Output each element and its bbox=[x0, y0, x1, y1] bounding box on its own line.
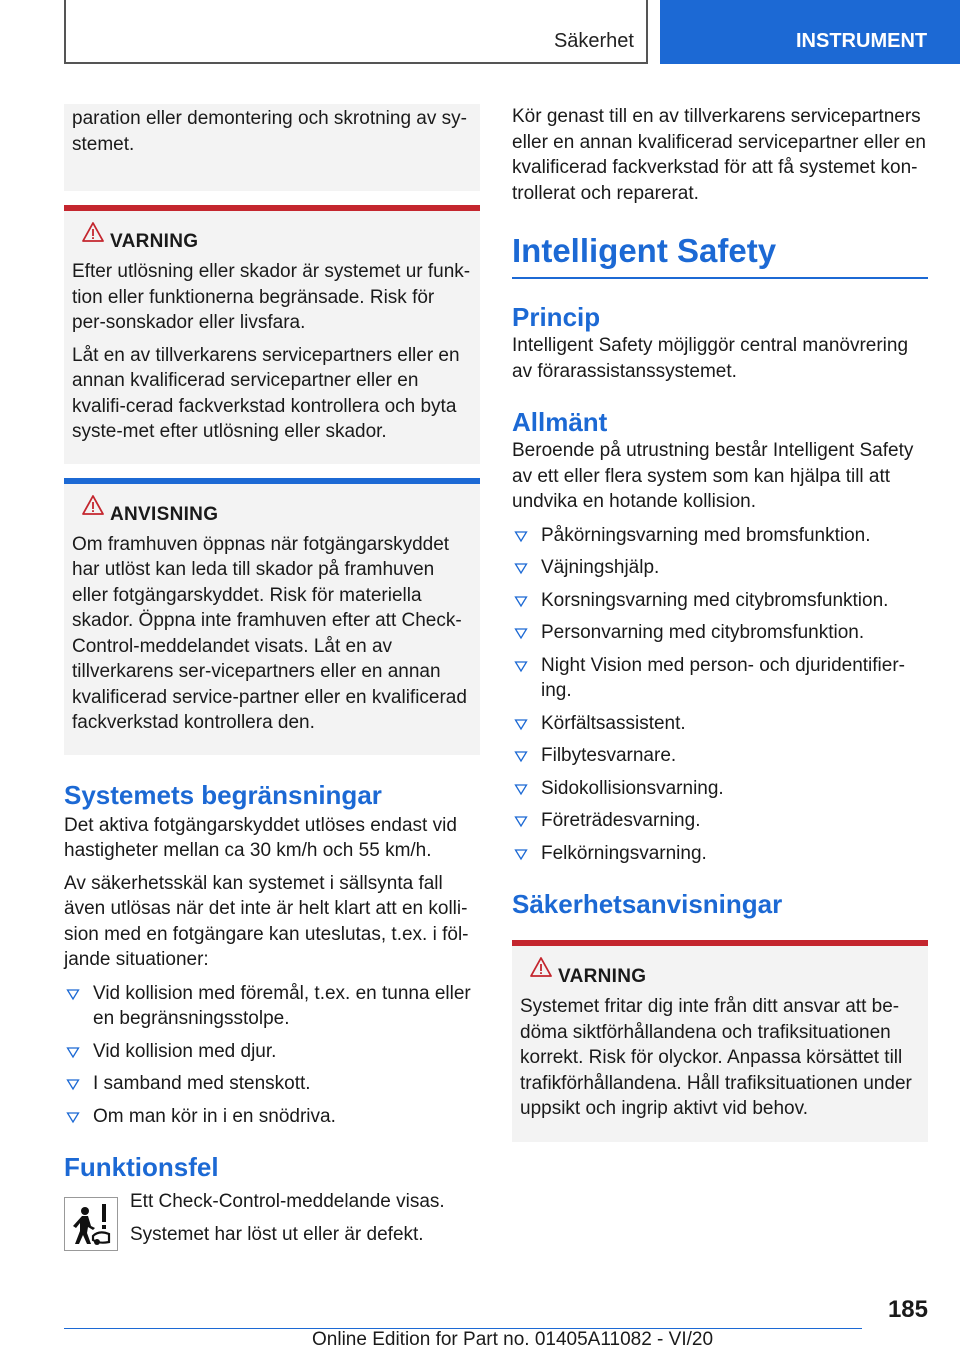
bullet-triangle-icon bbox=[514, 589, 528, 611]
warning-triangle-icon bbox=[82, 221, 104, 243]
bullet-triangle-icon bbox=[66, 1040, 80, 1062]
list-item: I samband med stenskott. bbox=[64, 1071, 480, 1097]
header-section-tab bbox=[64, 0, 648, 64]
list-item: Korsningsvarning med citybromsfunktion. bbox=[512, 588, 928, 614]
fault-block bbox=[64, 1189, 480, 1247]
pedestrian-warning-icon bbox=[64, 1197, 118, 1251]
warning-text-2: Låt en av tillverkarens servicepartners eller en annan kvalificerad servicepartner eller en kvalifi-cerad fackverkstad kontrollera och byta syste-met efter utlösning eller skador. bbox=[72, 344, 460, 442]
bullet-triangle-icon bbox=[514, 809, 528, 831]
list-item: Night Vision med person- och djuridentifier-ing. bbox=[512, 653, 928, 704]
safety-warning-text: Systemet fritar dig inte från ditt ansvar att be-döma siktförhållandena och trafiksituationen korrekt. Risk för olyckor. Anpassa körsättet till trafikförhållandena. Håll trafiksituationen under uppsikt och ingrip aktivt vid behov. bbox=[520, 996, 912, 1119]
list-item: Personvarning med citybromsfunktion. bbox=[512, 620, 928, 646]
principle-heading: Princip bbox=[512, 302, 601, 332]
warning-triangle-icon bbox=[530, 956, 552, 978]
general-heading: Allmänt bbox=[512, 407, 608, 437]
systems-list bbox=[512, 523, 928, 867]
list-item: Företrädesvarning. bbox=[512, 808, 928, 834]
principle-text: Intelligent Safety möjliggör central manövrering av förarassistanssystemet. bbox=[512, 335, 909, 382]
limits-text-2: Av säkerhetsskäl kan systemet i sällsynta fall även utlösas när det inte är helt klart att en kolli-sion med en fotgängare kan uteslutas, t.ex. i föl-jande situationer: bbox=[64, 872, 469, 970]
continued-box bbox=[64, 104, 480, 191]
list-item: Filbytesvarnare. bbox=[512, 743, 928, 769]
warning-text-1: Efter utlösning eller skador är systemet ur funk-tion eller funktionerna begränsade. Risk för per-sonskador eller livsfara. bbox=[72, 261, 471, 333]
bullet-triangle-icon bbox=[514, 842, 528, 864]
list-item: Sidokollisionsvarning. bbox=[512, 776, 928, 802]
notice-text: Om framhuven öppnas när fotgängarskyddet har utlöst kan leda till skador på framhuven eller fotgängarskyddet. Risk för materiella skador. Öppna inte framhuven efter att Check-Control-meddelandet visats. Låt en av tillverkarens ser-vicepartners eller en annan kvalificerad service-partner eller en kvalificerad fackverkstad kontrollera den. bbox=[72, 533, 467, 733]
bullet-triangle-icon bbox=[514, 556, 528, 578]
bullet-triangle-icon bbox=[66, 982, 80, 1004]
bullet-triangle-icon bbox=[66, 1105, 80, 1127]
continued-text: paration eller demontering och skrotning av sy-stemet. bbox=[72, 108, 467, 155]
list-item: Om man kör in i en snödriva. bbox=[64, 1104, 480, 1130]
footer-edition-text: Online Edition for Part no. 01405A11082 - VI/20 bbox=[312, 1329, 714, 1350]
header-chapter-tab bbox=[660, 0, 960, 64]
safety-warning-box bbox=[512, 940, 928, 1142]
list-item: Påkörningsvarning med bromsfunktion. bbox=[512, 523, 928, 549]
list-item: Väjningshjälp. bbox=[512, 555, 928, 581]
list-item: Körfältsassistent. bbox=[512, 711, 928, 737]
left-column bbox=[64, 104, 480, 1247]
header-chapter-label: INSTRUMENT bbox=[796, 30, 928, 52]
bullet-triangle-icon bbox=[514, 777, 528, 799]
bullet-triangle-icon bbox=[514, 712, 528, 734]
warning-box bbox=[64, 205, 480, 464]
list-item: Vid kollision med föremål, t.ex. en tunna eller en begränsningsstolpe. bbox=[64, 981, 480, 1032]
limits-text-1: Det aktiva fotgängarskyddet utlöses endast vid hastigheter mellan ca 30 km/h och 55 km/h. bbox=[64, 814, 457, 861]
bullet-triangle-icon bbox=[66, 1072, 80, 1094]
right-column bbox=[512, 104, 928, 1142]
fault-text-1: Ett Check-Control-meddelande visas. bbox=[130, 1191, 445, 1212]
list-item: Vid kollision med djur. bbox=[64, 1039, 480, 1065]
notice-box bbox=[64, 478, 480, 755]
general-text: Beroende på utrustning består Intelligent Safety av ett eller flera system som kan hjälpa till att undvika en hotande kollision. bbox=[512, 440, 914, 512]
limits-list bbox=[64, 981, 480, 1130]
limits-heading: Systemets begränsningar bbox=[64, 779, 382, 810]
bullet-triangle-icon bbox=[514, 744, 528, 766]
bullet-triangle-icon bbox=[514, 654, 528, 676]
page-number: 185 bbox=[887, 1296, 928, 1323]
notice-title: ANVISNING bbox=[72, 500, 472, 526]
fault-text-2: Systemet har löst ut eller är defekt. bbox=[130, 1223, 424, 1245]
warning-title: VARNING bbox=[72, 227, 472, 253]
header-section-label: Säkerhet bbox=[553, 30, 634, 52]
safety-heading: Säkerhetsanvisningar bbox=[512, 889, 783, 919]
bullet-triangle-icon bbox=[514, 524, 528, 546]
continued-text-right: Kör genast till en av tillverkarens servicepartners eller en annan kvalificerad servicepartner eller en kvalificerad fackverkstad för att få systemet kon-trollerat och reparerat. bbox=[512, 106, 927, 204]
list-item: Felkörningsvarning. bbox=[512, 841, 928, 867]
safety-warning-title: VARNING bbox=[520, 962, 920, 988]
fault-heading: Funktionsfel bbox=[64, 1152, 219, 1182]
bullet-triangle-icon bbox=[514, 621, 528, 643]
notice-triangle-icon bbox=[82, 494, 104, 516]
section-title: Intelligent Safety bbox=[512, 232, 928, 279]
